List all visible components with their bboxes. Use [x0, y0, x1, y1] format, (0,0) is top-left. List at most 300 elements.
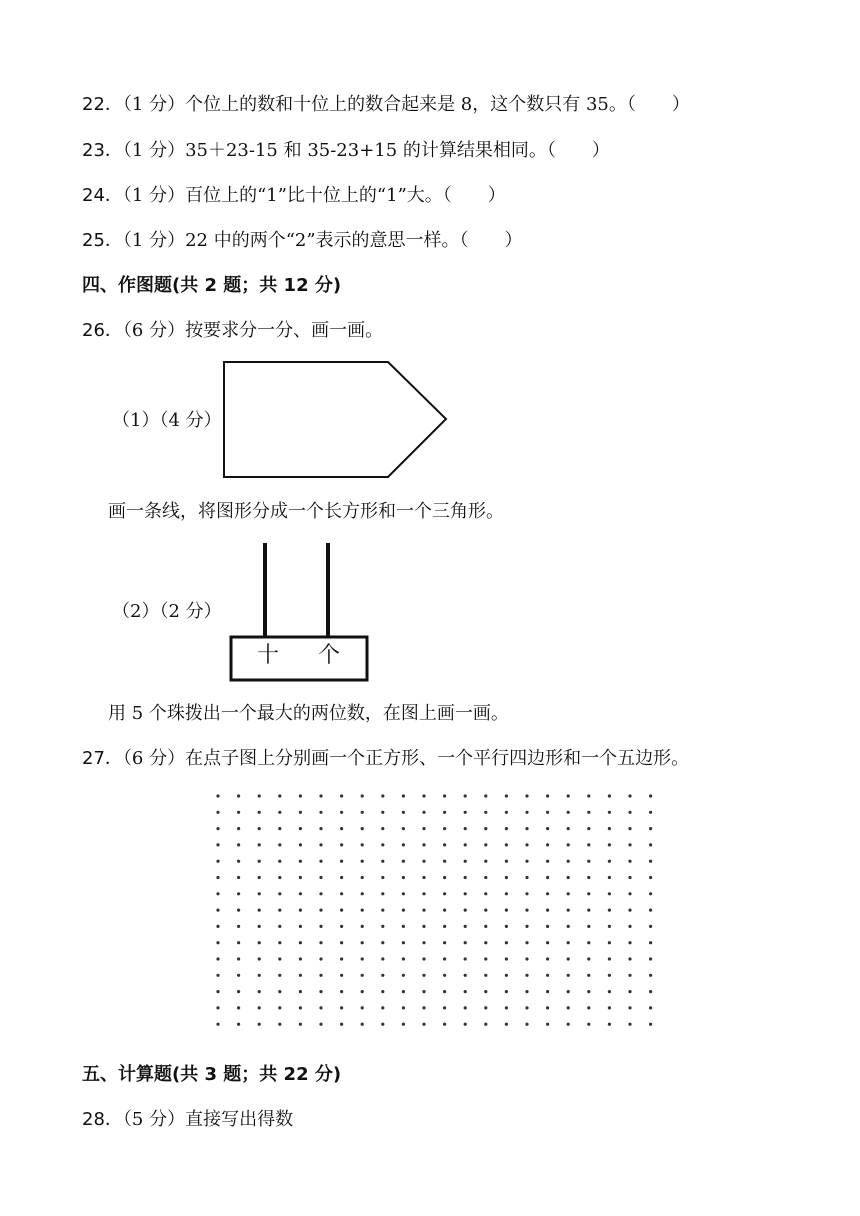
grid-dot: [381, 843, 384, 846]
grid-dot: [525, 941, 528, 944]
grid-dot: [649, 811, 652, 814]
grid-dot: [546, 811, 549, 814]
grid-dot: [361, 941, 364, 944]
grid-dot: [525, 827, 528, 830]
grid-dot: [381, 941, 384, 944]
grid-dot: [402, 1006, 405, 1009]
grid-dot: [258, 860, 261, 863]
grid-dot: [422, 892, 425, 895]
grid-dot: [361, 827, 364, 830]
grid-dot: [381, 827, 384, 830]
grid-dot: [525, 909, 528, 912]
grid-dot: [505, 941, 508, 944]
grid-dot: [422, 1006, 425, 1009]
grid-dot: [628, 1023, 631, 1026]
grid-dot: [278, 876, 281, 879]
grid-dot: [422, 957, 425, 960]
grid-dot: [340, 909, 343, 912]
grid-dot: [237, 843, 240, 846]
grid-dot: [258, 794, 261, 797]
grid-dot: [216, 990, 219, 993]
grid-dot: [381, 957, 384, 960]
grid-dot: [484, 941, 487, 944]
grid-dot: [587, 892, 590, 895]
grid-dot: [258, 925, 261, 928]
grid-dot: [464, 990, 467, 993]
grid-dot: [299, 843, 302, 846]
grid-dot: [299, 957, 302, 960]
grid-dot: [216, 941, 219, 944]
grid-dot: [567, 827, 570, 830]
grid-dot: [525, 974, 528, 977]
grid-dot: [237, 1023, 240, 1026]
grid-dot: [505, 843, 508, 846]
grid-dot: [299, 909, 302, 912]
grid-dot: [422, 941, 425, 944]
grid-dot: [525, 990, 528, 993]
grid-dot: [484, 909, 487, 912]
grid-dot: [628, 974, 631, 977]
grid-dot: [567, 925, 570, 928]
grid-dot: [319, 941, 322, 944]
grid-dot: [402, 925, 405, 928]
grid-dot: [381, 811, 384, 814]
grid-dot: [546, 1023, 549, 1026]
grid-dot: [299, 990, 302, 993]
grid-dot: [361, 1023, 364, 1026]
grid-dot: [319, 974, 322, 977]
grid-dot: [278, 860, 281, 863]
grid-dot: [237, 1006, 240, 1009]
grid-dot: [608, 827, 611, 830]
grid-dot: [505, 990, 508, 993]
grid-dot: [361, 974, 364, 977]
grid-dot: [422, 827, 425, 830]
grid-dot: [546, 990, 549, 993]
grid-dot: [649, 1006, 652, 1009]
grid-dot: [278, 941, 281, 944]
grid-dot: [361, 843, 364, 846]
grid-dot: [237, 957, 240, 960]
grid-dot: [546, 941, 549, 944]
grid-dot: [443, 892, 446, 895]
grid-dot: [484, 1023, 487, 1026]
grid-dot: [299, 811, 302, 814]
grid-dot: [649, 794, 652, 797]
grid-dot: [443, 990, 446, 993]
grid-dot: [422, 990, 425, 993]
grid-dot: [567, 909, 570, 912]
grid-dot: [443, 1006, 446, 1009]
grid-dot: [525, 811, 528, 814]
grid-dot: [587, 794, 590, 797]
grid-dot: [237, 925, 240, 928]
grid-dot: [422, 811, 425, 814]
grid-dot: [340, 974, 343, 977]
grid-dot: [278, 827, 281, 830]
grid-dot: [443, 843, 446, 846]
grid-dot: [319, 876, 322, 879]
grid-dot: [340, 892, 343, 895]
section-5-title: 五、计算题(共 3 题；共 22 分): [82, 1064, 342, 1085]
grid-dot: [278, 925, 281, 928]
grid-dot: [628, 1006, 631, 1009]
grid-dot: [237, 974, 240, 977]
grid-dot: [319, 1023, 322, 1026]
grid-dot: [608, 974, 611, 977]
grid-dot: [608, 843, 611, 846]
grid-dot: [258, 811, 261, 814]
grid-dot: [402, 794, 405, 797]
grid-dot: [484, 794, 487, 797]
grid-dot: [587, 941, 590, 944]
grid-dot: [546, 876, 549, 879]
grid-dot: [258, 827, 261, 830]
grid-dot: [299, 1006, 302, 1009]
grid-dot: [587, 1006, 590, 1009]
dot-grid: [210, 788, 670, 1040]
grid-dot: [319, 827, 322, 830]
grid-dot: [340, 941, 343, 944]
grid-dot: [525, 892, 528, 895]
grid-dot: [381, 860, 384, 863]
grid-dot: [258, 843, 261, 846]
grid-dot: [628, 892, 631, 895]
grid-dot: [278, 843, 281, 846]
grid-dot: [567, 794, 570, 797]
grid-dot: [237, 876, 240, 879]
grid-dot: [546, 957, 549, 960]
grid-dot: [402, 974, 405, 977]
grid-dot: [484, 827, 487, 830]
grid-dot: [443, 941, 446, 944]
grid-dot: [567, 1023, 570, 1026]
grid-dot: [628, 925, 631, 928]
grid-dot: [381, 974, 384, 977]
grid-dot: [216, 892, 219, 895]
grid-dot: [484, 860, 487, 863]
grid-dot: [587, 990, 590, 993]
grid-dot: [299, 876, 302, 879]
grid-dot: [422, 974, 425, 977]
grid-dot: [340, 957, 343, 960]
grid-dot: [587, 876, 590, 879]
grid-dot: [278, 1023, 281, 1026]
grid-dot: [525, 925, 528, 928]
grid-dot: [505, 1006, 508, 1009]
grid-dot: [608, 892, 611, 895]
grid-dot: [464, 794, 467, 797]
grid-dot: [628, 909, 631, 912]
question-27: 27．（6 分）在点子图上分别画一个正方形、一个平行四边形和一个五边形。: [82, 748, 690, 769]
grid-dot: [258, 876, 261, 879]
grid-dot: [278, 794, 281, 797]
grid-dot: [422, 794, 425, 797]
grid-dot: [278, 990, 281, 993]
grid-dot: [258, 1006, 261, 1009]
grid-dot: [299, 941, 302, 944]
grid-dot: [628, 811, 631, 814]
grid-dot: [402, 811, 405, 814]
grid-dot: [422, 876, 425, 879]
grid-dot: [608, 876, 611, 879]
grid-dot: [608, 1023, 611, 1026]
grid-dot: [402, 990, 405, 993]
grid-dot: [443, 909, 446, 912]
grid-dot: [278, 892, 281, 895]
grid-dot: [587, 860, 590, 863]
grid-dot: [237, 892, 240, 895]
grid-dot: [443, 876, 446, 879]
grid-dot: [340, 1006, 343, 1009]
grid-dot: [587, 957, 590, 960]
grid-dot: [381, 909, 384, 912]
grid-dot: [546, 892, 549, 895]
grid-dot: [258, 974, 261, 977]
grid-dot: [340, 876, 343, 879]
grid-dot: [237, 909, 240, 912]
grid-dot: [505, 957, 508, 960]
grid-dot: [464, 860, 467, 863]
grid-dot: [278, 974, 281, 977]
grid-dot: [319, 990, 322, 993]
grid-dot: [464, 925, 467, 928]
grid-dot: [319, 860, 322, 863]
grid-dot: [361, 957, 364, 960]
grid-dot: [484, 925, 487, 928]
grid-dot: [484, 1006, 487, 1009]
grid-dot: [546, 794, 549, 797]
grid-dot: [608, 794, 611, 797]
grid-dot: [567, 811, 570, 814]
grid-dot: [381, 1023, 384, 1026]
grid-dot: [258, 1023, 261, 1026]
grid-dot: [484, 843, 487, 846]
grid-dot: [381, 1006, 384, 1009]
q26-part1-instruction: 画一条线，将图形分成一个长方形和一个三角形。: [108, 501, 504, 522]
grid-dot: [464, 941, 467, 944]
grid-dot: [567, 892, 570, 895]
grid-dot: [587, 974, 590, 977]
grid-dot: [216, 925, 219, 928]
grid-dot: [299, 794, 302, 797]
grid-dot: [608, 909, 611, 912]
grid-dot: [484, 892, 487, 895]
grid-dot: [340, 860, 343, 863]
grid-dot: [361, 794, 364, 797]
grid-dot: [319, 811, 322, 814]
grid-dot: [402, 909, 405, 912]
grid-dot: [464, 1023, 467, 1026]
grid-dot: [546, 843, 549, 846]
grid-dot: [608, 925, 611, 928]
grid-dot: [525, 957, 528, 960]
grid-dot: [319, 892, 322, 895]
grid-dot: [587, 909, 590, 912]
question-23: 23．（1 分）35＋23-15 和 35-23+15 的计算结果相同。（ ）: [82, 140, 610, 161]
grid-dot: [649, 990, 652, 993]
grid-dot: [258, 957, 261, 960]
grid-dot: [402, 892, 405, 895]
grid-dot: [216, 974, 219, 977]
grid-dot: [402, 827, 405, 830]
grid-dot: [587, 843, 590, 846]
grid-dot: [505, 827, 508, 830]
grid-dot: [649, 925, 652, 928]
grid-dot: [567, 843, 570, 846]
grid-dot: [443, 974, 446, 977]
grid-dot: [340, 843, 343, 846]
grid-dot: [340, 794, 343, 797]
grid-dot: [278, 811, 281, 814]
grid-dot: [278, 1006, 281, 1009]
grid-dot: [278, 909, 281, 912]
grid-dot: [484, 974, 487, 977]
q26-part1-label: （1）（4 分）: [112, 410, 222, 431]
grid-dot: [237, 860, 240, 863]
grid-dot: [216, 1006, 219, 1009]
question-22: 22．（1 分）个位上的数和十位上的数合起来是 8，这个数只有 35。（ ）: [82, 94, 690, 115]
grid-dot: [567, 941, 570, 944]
grid-dot: [340, 1023, 343, 1026]
grid-dot: [216, 794, 219, 797]
grid-dot: [649, 876, 652, 879]
grid-dot: [237, 941, 240, 944]
grid-dot: [649, 957, 652, 960]
grid-dot: [587, 925, 590, 928]
grid-dot: [319, 909, 322, 912]
grid-dot: [237, 990, 240, 993]
grid-dot: [361, 1006, 364, 1009]
grid-dot: [649, 1023, 652, 1026]
grid-dot: [628, 941, 631, 944]
grid-dot: [587, 827, 590, 830]
grid-dot: [628, 876, 631, 879]
grid-dot: [361, 925, 364, 928]
grid-dot: [340, 827, 343, 830]
grid-dot: [361, 990, 364, 993]
grid-dot: [381, 925, 384, 928]
grid-dot: [484, 957, 487, 960]
grid-dot: [525, 860, 528, 863]
grid-dot: [546, 974, 549, 977]
grid-dot: [649, 941, 652, 944]
grid-dot: [216, 860, 219, 863]
grid-dot: [649, 909, 652, 912]
grid-dot: [567, 1006, 570, 1009]
grid-dot: [258, 892, 261, 895]
grid-dot: [525, 1006, 528, 1009]
grid-dot: [587, 1023, 590, 1026]
grid-dot: [567, 876, 570, 879]
grid-dot: [299, 892, 302, 895]
grid-dot: [525, 1023, 528, 1026]
grid-dot: [340, 990, 343, 993]
grid-dot: [422, 909, 425, 912]
grid-dot: [319, 843, 322, 846]
grid-dot: [464, 909, 467, 912]
grid-dot: [216, 957, 219, 960]
grid-dot: [464, 892, 467, 895]
grid-dot: [484, 811, 487, 814]
question-25: 25．（1 分）22 中的两个“2”表示的意思一样。（ ）: [82, 230, 523, 251]
q26-part2-label: （2）（2 分）: [112, 601, 222, 622]
grid-dot: [402, 1023, 405, 1026]
grid-dot: [546, 909, 549, 912]
grid-dot: [505, 876, 508, 879]
grid-dot: [422, 860, 425, 863]
grid-dot: [422, 925, 425, 928]
grid-dot: [319, 1006, 322, 1009]
grid-dot: [299, 925, 302, 928]
grid-dot: [505, 909, 508, 912]
grid-dot: [319, 925, 322, 928]
question-26: 26．（6 分）按要求分一分、画一画。: [82, 320, 384, 341]
grid-dot: [443, 827, 446, 830]
grid-dot: [361, 909, 364, 912]
grid-dot: [216, 811, 219, 814]
grid-dot: [464, 811, 467, 814]
grid-dot: [402, 957, 405, 960]
grid-dot: [443, 811, 446, 814]
grid-dot: [649, 843, 652, 846]
grid-dot: [319, 957, 322, 960]
grid-dot: [299, 860, 302, 863]
grid-dot: [443, 860, 446, 863]
grid-dot: [587, 811, 590, 814]
grid-dot: [525, 794, 528, 797]
grid-dot: [361, 876, 364, 879]
grid-dot: [464, 1006, 467, 1009]
grid-dot: [628, 794, 631, 797]
grid-dot: [505, 925, 508, 928]
grid-dot: [464, 843, 467, 846]
grid-dot: [649, 860, 652, 863]
grid-dot: [443, 794, 446, 797]
grid-dot: [361, 860, 364, 863]
grid-dot: [464, 876, 467, 879]
grid-dot: [258, 909, 261, 912]
grid-dot: [237, 811, 240, 814]
grid-dot: [381, 990, 384, 993]
grid-dot: [628, 843, 631, 846]
grid-dot: [505, 892, 508, 895]
grid-dot: [422, 1023, 425, 1026]
grid-dot: [608, 990, 611, 993]
grid-dot: [361, 892, 364, 895]
grid-dot: [237, 794, 240, 797]
grid-dot: [567, 957, 570, 960]
grid-dot: [381, 794, 384, 797]
question-24: 24．（1 分）百位上的“1”比十位上的“1”大。（ ）: [82, 185, 506, 206]
question-28: 28．（5 分）直接写出得数: [82, 1109, 294, 1130]
grid-dot: [567, 974, 570, 977]
grid-dot: [567, 990, 570, 993]
grid-dot: [216, 909, 219, 912]
grid-dot: [546, 925, 549, 928]
grid-dot: [464, 827, 467, 830]
grid-dot: [484, 876, 487, 879]
abacus-ones-label: 个: [318, 643, 341, 668]
grid-dot: [608, 860, 611, 863]
grid-dot: [649, 827, 652, 830]
abacus-tens-label: 十: [257, 643, 280, 668]
grid-dot: [402, 860, 405, 863]
grid-dot: [464, 957, 467, 960]
grid-dot: [299, 974, 302, 977]
section-4-title: 四、作图题(共 2 题；共 12 分): [82, 275, 342, 296]
grid-dot: [361, 811, 364, 814]
